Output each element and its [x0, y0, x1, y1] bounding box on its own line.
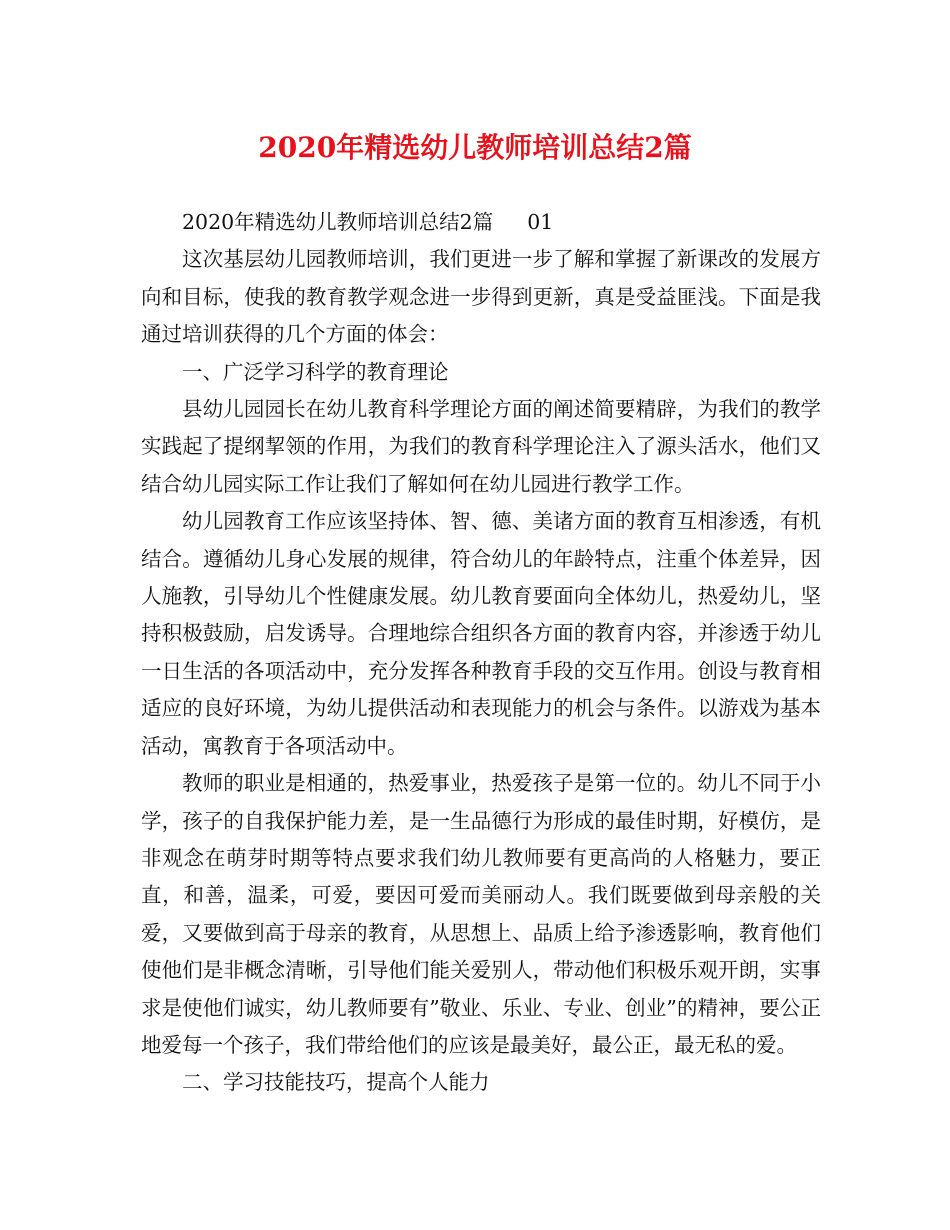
document-body: [141, 204, 821, 1102]
subtitle-number: 01: [527, 210, 554, 234]
paragraph-education-work: 幼儿园教育工作应该坚持体、智、德、美诸方面的教育互相渗透，有机结合。遵循幼儿身心发展的规律，符合幼儿的年龄特点，注重个体差异，因人施教，引导幼儿个性健康发展。幼儿教育要面向全体幼儿，热爱幼儿，坚持积极鼓励，启发诱导。合理地综合组织各方面的教育内容，并渗透于幼儿一日生活的各项活动中，充分发挥各种教育手段的交互作用。创设与教育相适应的良好环境，为幼儿提供活动和表现能力的机会与条件。以游戏为基本活动，寓教育于各项活动中。: [141, 509, 821, 758]
document-subtitle: [141, 204, 821, 241]
subtitle-text: 2020年精选幼儿教师培训总结2篇: [182, 210, 494, 234]
paragraph-teacher-profession: 教师的职业是相通的，热爱事业，热爱孩子是第一位的。幼儿不同于小学，孩子的自我保护能力差，是一生品德行为形成的最佳时期，好模仿，是非观念在萌芽时期等特点要求我们幼儿教师要有更高尚的人格魅力，要正直，和善，温柔，可爱，要因可爱而美丽动人。我们既要做到母亲般的关爱，又要做到高于母亲的教育，从思想上、品质上给予渗透影响，教育他们使他们是非概念清晰，引导他们能关爱别人，带动他们积极乐观开朗，实事求是使他们诚实，幼儿教师要有”敬业、乐业、专业、创业”的精神，要公正地爱每一个孩子，我们带给他们的应该是最美好，最公正，最无私的爱。: [141, 771, 821, 1057]
paragraph-theory: 县幼儿园园长在幼儿教育科学理论方面的阐述简要精辟，为我们的教学实践起了提纲挈领的作用，为我们的教育科学理论注入了源头活水，他们又结合幼儿园实际工作让我们了解如何在幼儿园进行教学工作。: [141, 397, 821, 496]
section-heading-2: 二、学习技能技巧，提高个人能力: [182, 1070, 490, 1095]
section-heading-1: 一、广泛学习科学的教育理论: [182, 359, 449, 384]
document-title: 2020年精选幼儿教师培训总结2篇: [258, 131, 692, 164]
paragraph-intro: 这次基层幼儿园教师培训，我们更进一步了解和掌握了新课改的发展方向和目标，使我的教育教学观念进一步得到更新，真是受益匪浅。下面是我通过培训获得的几个方面的体会：: [141, 247, 821, 347]
